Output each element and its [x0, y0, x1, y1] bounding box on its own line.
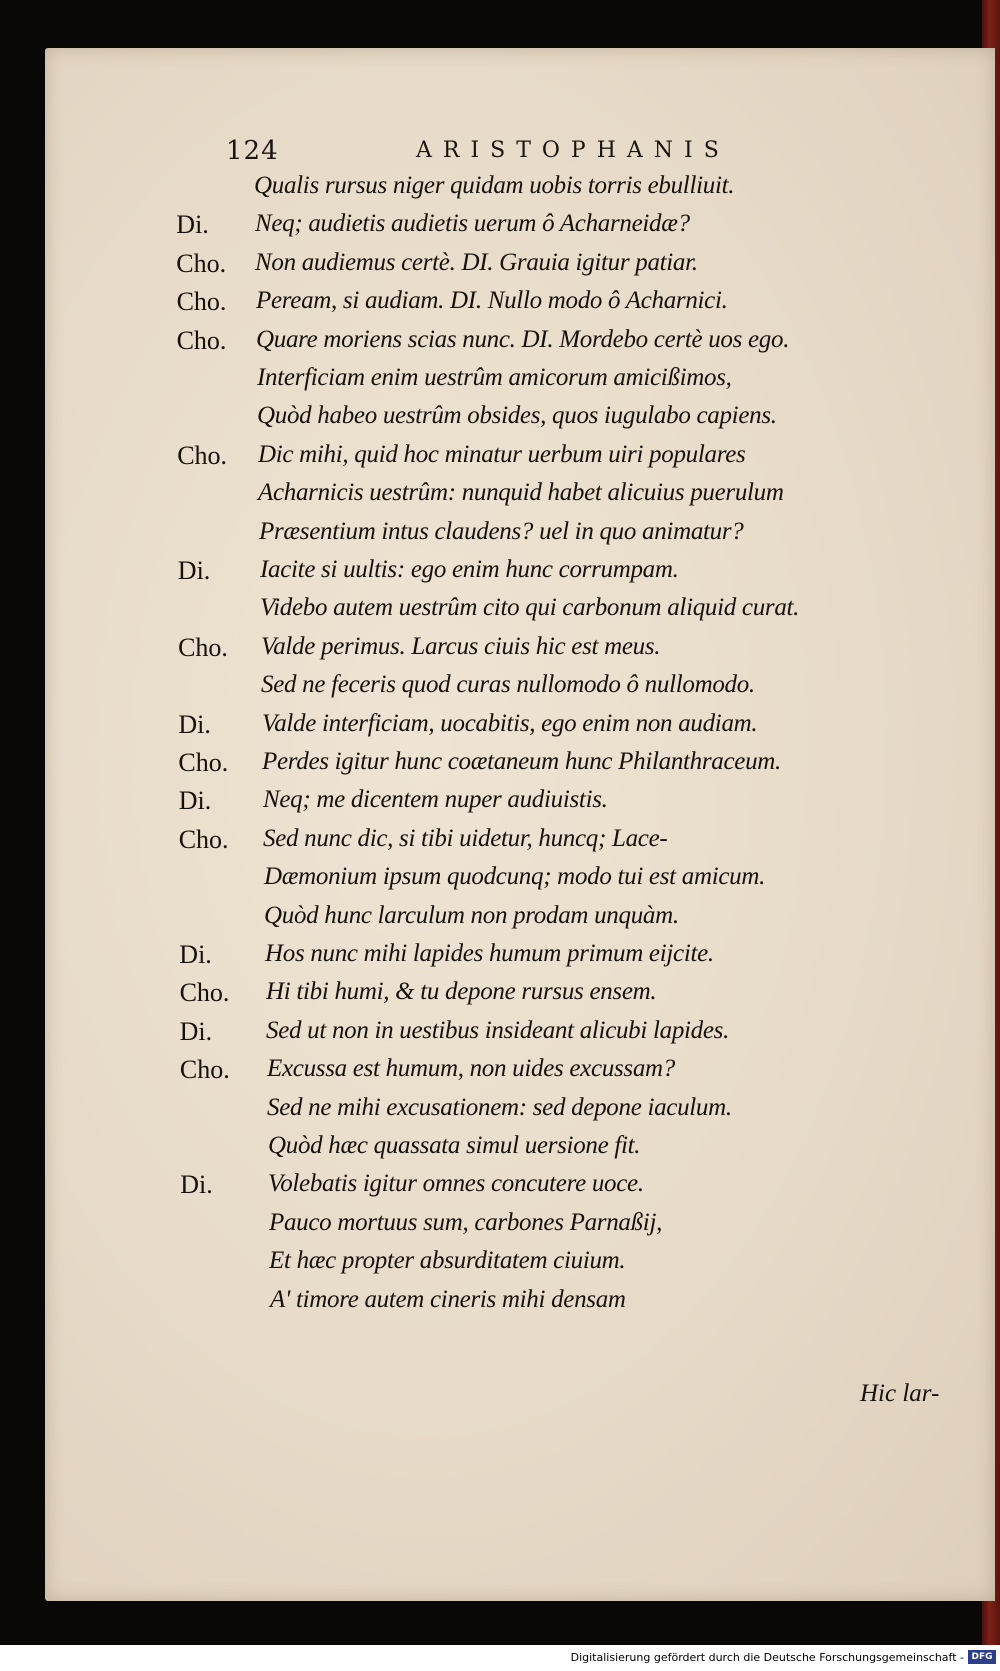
- speaker-label: Cho.: [178, 824, 229, 854]
- verse-line: [0, 518, 940, 556]
- verse-line: [0, 594, 940, 632]
- verse-text: Hi tibi humi, & tu depone rursus ensem.: [266, 978, 657, 1006]
- verse-line: [0, 172, 940, 210]
- verse-text: Non audiemus certè. DI. Grauia igitur patiar.: [255, 248, 698, 276]
- speaker-label: Cho.: [178, 748, 229, 777]
- verse-line: [0, 364, 940, 402]
- verse-line: [0, 441, 940, 479]
- speaker-label: Cho.: [176, 287, 227, 317]
- verse-text: Videbo autem uestrûm cito qui carbonum aliquid curat.: [260, 594, 800, 622]
- footer-credit: Digitalisierung gefördert durch die Deutsche Forschungsgemeinschaft -: [570, 1651, 964, 1664]
- verse-line: [0, 1170, 940, 1208]
- verse-line: [0, 249, 940, 287]
- verse-text: Quòd hæc quassata simul uersione fit.: [268, 1132, 641, 1159]
- verse-text: Valde perimus. Larcus ciuis hic est meus.: [261, 632, 661, 660]
- speaker-label: Cho.: [176, 325, 227, 355]
- verse-text: Perdes igitur hunc coætaneum hunc Philanthraceum.: [262, 748, 782, 775]
- verse-line: [0, 825, 940, 863]
- verse-line: [0, 1094, 940, 1132]
- verse-line: [0, 940, 940, 978]
- verse-text: Pauco mortuus sum, carbones Parnaßij,: [269, 1208, 663, 1236]
- speaker-label: Cho.: [179, 978, 230, 1008]
- verse-text: Interficiam enim uestrûm amicorum amicißimos,: [257, 364, 732, 391]
- speaker-label: Cho.: [179, 1055, 230, 1085]
- speaker-label: Di.: [179, 1016, 213, 1046]
- verse-line: [0, 402, 940, 440]
- speaker-label: Di.: [178, 786, 212, 816]
- speaker-label: Cho.: [177, 440, 228, 470]
- verse-line: [0, 326, 940, 364]
- verse-line: [0, 633, 940, 671]
- catchword: Hic lar-: [860, 1380, 940, 1407]
- speaker-label: Di.: [176, 210, 209, 240]
- verse-line: [0, 748, 940, 786]
- verse-text: Quare moriens scias nunc. DI. Mordebo certè uos ego.: [256, 325, 790, 353]
- verse-line: [0, 710, 940, 748]
- dfg-logo: DFG: [968, 1650, 996, 1664]
- speaker-label: Di.: [177, 556, 211, 585]
- verse-text: Acharnicis uestrûm: nunquid habet alicuius puerulum: [258, 479, 784, 507]
- verse-line: [0, 1055, 940, 1093]
- speaker-label: Di.: [180, 1170, 213, 1200]
- verse-text: Quòd habeo uestrûm obsides, quos iugulabo capiens.: [257, 402, 777, 430]
- running-head: ARISTOPHANIS: [416, 138, 730, 163]
- verse-line: [0, 287, 940, 325]
- footer-bar: [0, 1645, 1000, 1671]
- verse-text: Qualis rursus niger quidam uobis torris ebulliuit.: [254, 172, 735, 199]
- verse-line: [0, 1247, 940, 1285]
- verse-text: Dæmonium ipsum quodcunq; modo tui est amicum.: [264, 863, 766, 891]
- speaker-label: Cho.: [178, 632, 228, 662]
- speaker-label: Di.: [178, 709, 211, 739]
- verse-line: [0, 978, 940, 1016]
- verse-line: [0, 1017, 940, 1055]
- speaker-label: Cho.: [176, 248, 227, 278]
- verse-text: Iacite si uultis: ego enim hunc corrumpam.: [260, 556, 679, 583]
- verse-text: Dic mihi, quid hoc minatur uerbum uiri populares: [258, 440, 746, 468]
- verse-line: [0, 1209, 940, 1247]
- verse-line: [0, 210, 940, 248]
- verse-line: [0, 479, 940, 517]
- verse-text: Valde interficiam, uocabitis, ego enim non audiam.: [262, 709, 758, 737]
- verse-text: Quòd hunc larculum non prodam unquàm.: [264, 901, 679, 929]
- verse-text: Sed ne feceris quod curas nullomodo ô nullomodo.: [261, 671, 755, 699]
- verse-text: A' timore autem cineris mihi densam: [270, 1285, 626, 1313]
- verse-line: [0, 786, 940, 824]
- verse-text: Hos nunc mihi lapides humum primum eijcite.: [265, 940, 714, 967]
- verse-line: [0, 556, 940, 594]
- verse-text: Volebatis igitur omnes concutere uoce.: [268, 1170, 644, 1198]
- verse-line: [0, 671, 940, 709]
- verse-text: Neq; audietis audietis uerum ô Acharneidæ?: [255, 210, 690, 238]
- verse-line: [0, 1132, 940, 1170]
- verse-text: Et hæc propter absurditatem ciuium.: [269, 1247, 626, 1275]
- verse-line: [0, 1286, 940, 1324]
- verse-text: Sed nunc dic, si tibi uidetur, huncq; Lace-: [263, 824, 668, 852]
- verse-text: Neq; me dicentem nuper audiuistis.: [263, 786, 608, 814]
- verse-text: Peream, si audiam. DI. Nullo modo ô Acharnici.: [256, 287, 728, 315]
- verse-text: Sed ne mihi excusationem: sed depone iaculum.: [267, 1093, 732, 1121]
- page-number: 124: [226, 136, 279, 166]
- verse-text: Præsentium intus claudens? uel in quo animatur?: [259, 517, 744, 545]
- verse-text: Sed ut non in uestibus insideant alicubi lapides.: [266, 1016, 730, 1044]
- verse-text: Excussa est humum, non uides excussam?: [267, 1055, 675, 1083]
- verse-line: [0, 863, 940, 901]
- speaker-label: Di.: [179, 940, 212, 969]
- verse-line: [0, 902, 940, 940]
